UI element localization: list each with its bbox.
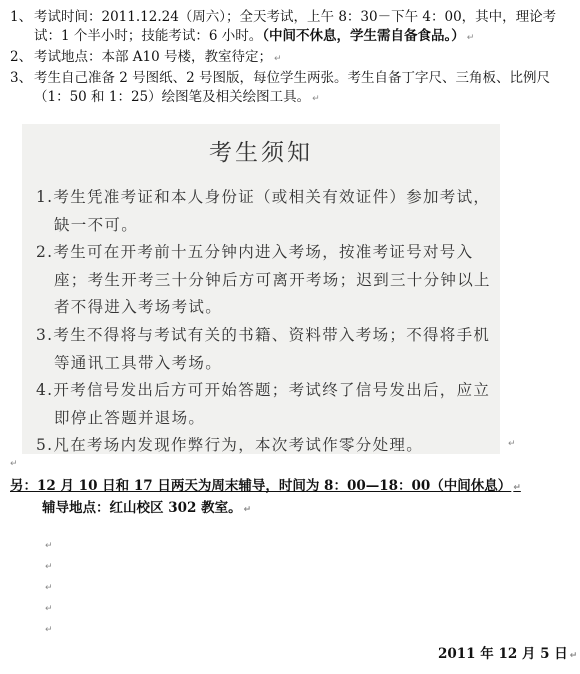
paragraph-mark-icon: ↵ [45, 625, 53, 635]
paragraph-mark-icon: ↵ [10, 459, 18, 469]
paragraph-mark-icon: ↵ [508, 439, 516, 449]
notice-rules [36, 184, 498, 460]
rule-item: 2.考生可在开考前十五分钟内进入考场，按准考证号对号入座；考生开考三十分钟后方可离开考场；迟到三十分钟以上者不得进入考场考试。 [36, 243, 491, 317]
notice-title: 考生须知 [209, 140, 313, 166]
info-item-3 [8, 69, 576, 109]
paragraph-mark-icon: ↵ [569, 651, 578, 661]
rule-item: 1.考生凭准考证和本人身份证（或相关有效证件）参加考试，缺一不可。 [36, 188, 491, 234]
scanned-notice-image [22, 124, 500, 454]
tutoring-location: 辅导地点：红山校区 302 教室。 ↵ [42, 500, 252, 516]
paragraph-mark-icon: ↵ [312, 94, 320, 104]
paragraph-mark-icon: ↵ [274, 54, 282, 64]
info-num: 2、 [10, 49, 33, 65]
tutoring-time: 另：12 月 10 日和 17 日两天为周末辅导，时间为 8：00—18：00（中间休息） ↵ [10, 478, 521, 494]
paragraph-mark-icon: ↵ [45, 541, 53, 551]
info-item-2 [8, 48, 576, 69]
rule-item: 5.凡在考场内发现作弊行为，本次考试作零分处理。 [36, 436, 423, 455]
info-num: 1、 [10, 9, 33, 25]
tutoring-notice [10, 476, 521, 520]
paragraph-mark-icon: ↵ [466, 33, 475, 43]
info-text: 考试时间：2011.12.24（周六）；全天考试，上午 8：30－下午 4：00，其中，理论考试：1 个半小时；技能考试：6 小时。 [34, 9, 557, 44]
paragraph-mark-icon: ↵ [243, 505, 252, 515]
document-date: 2011 年 12 月 5 日 ↵ [438, 646, 578, 662]
rule-item: 4.开考信号发出后方可开始答题；考试终了信号发出后，应立即停止答题并退场。 [36, 381, 491, 427]
info-bold-note: （中间不休息，学生需自备食品。） [262, 28, 465, 44]
rule-item: 3.考生不得将与考试有关的书籍、资料带入考场；不得将手机等通讯工具带入考场。 [36, 325, 491, 372]
exam-info-list [8, 8, 576, 109]
paragraph-mark-icon: ↵ [45, 562, 53, 572]
paragraph-mark-icon: ↵ [45, 583, 53, 593]
info-text: 考试地点：本部 A10 号楼，教室待定； [34, 49, 273, 65]
paragraph-mark-icon: ↵ [513, 483, 521, 493]
paragraph-mark-icon: ↵ [45, 604, 53, 614]
info-num: 3、 [10, 70, 33, 86]
info-text: 考生自己准备 2 号图纸、2 号图版，每位学生两张。考生自备丁字尺、三角板、比例尺（1：50 和 1：25）绘图笔及相关绘图工具。 [34, 70, 551, 105]
info-item-1 [8, 8, 576, 48]
